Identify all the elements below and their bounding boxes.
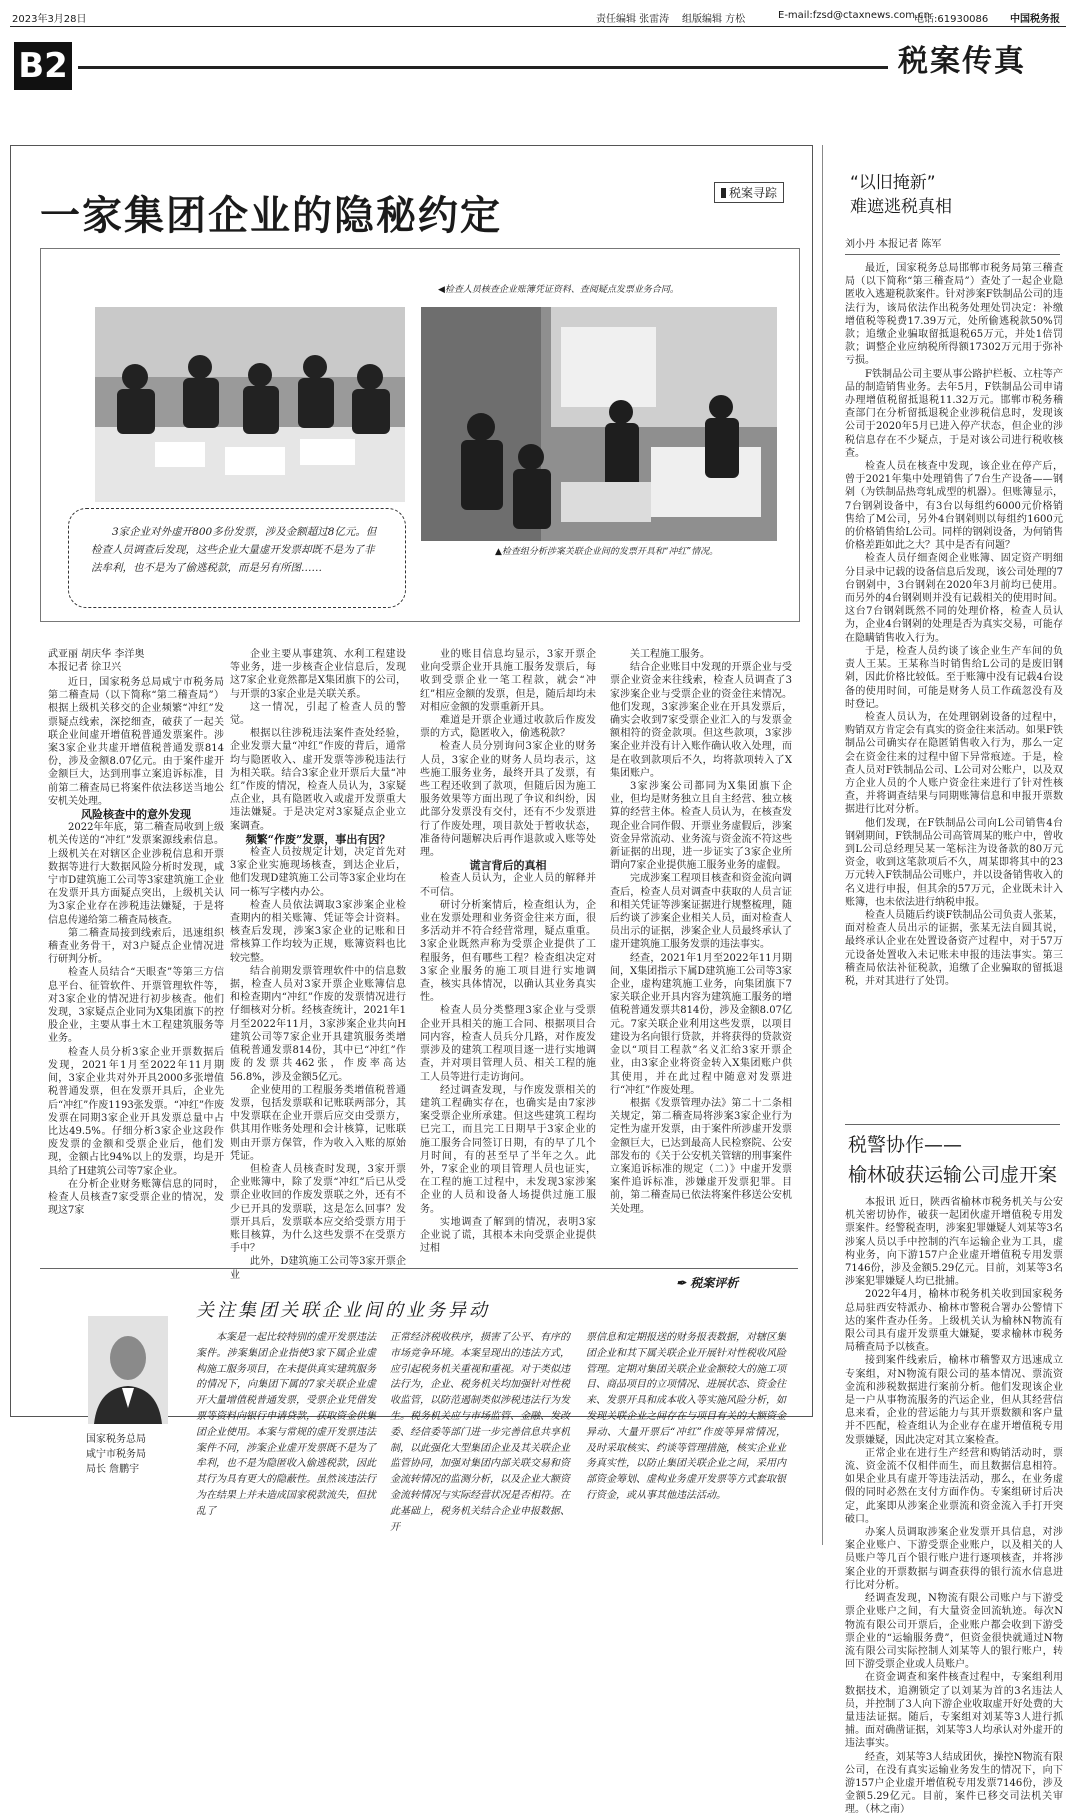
paragraph: 检查人员分别询问3家企业的财务人员，3家企业的财务人员均表示，这些施工服务业务，最终开具了发票，有些工程还收到了款项，但随后因为施工服务效果等方面出现了争议和纠纷，因此部分发票没有交付，还有不少发票进行了作废处理，项目款处于暂收状态，准备待问题解决后再作退款或入账等处理。 [420, 741, 596, 859]
section-subhead: 风险核查中的意外发现 [81, 808, 191, 822]
sidebar-story-1 [845, 262, 1063, 1122]
header-email: E-mail:fzsd@ctaxnews.com.cn [778, 10, 930, 21]
paragraph: 2022年年底，第二稽查局收到上级机关传送的“冲红”发票案源线索信息。上级机关在对辖区企业涉税信息和开票数据等进行大数据风险分析时发现，咸宁市D建筑施工公司等3家建筑施工企业在发票开具方面疑点突出，上级机关认为3家企业存在涉税违法嫌疑，于是将信息传递给第二稽查局核查。 [48, 822, 224, 926]
paragraph: 办案人员调取涉案企业发票开具信息，对涉案企业账户、下游受票企业账户，以及相关的人员账户等几百个银行账户进行逐项核查，并将涉案企业的开票数据与调查获得的银行流水信息进行比对分析。 [845, 1527, 1063, 1591]
paragraph: 研讨分析案情后，检查组认为，企业在发票处理和业务资金往来方面，很多活动并不符合经营常理，疑点重重。3家企业既然声称为受票企业提供了工程服务，但有哪些工程？检查组决定对3家企业服务的施工项目进行实地调查，核实具体情况，以确认其业务真实性。 [420, 899, 596, 1004]
paragraph: 检查人员认为，在处理钢剁设备的过程中，购销双方肯定会有真实的资金往来活动。如果F铁制品公司确实存在隐匿销售收入行为，那么一定会在资金往来的过程中留下异常痕迹。于是，检查人员对F铁制品公司、L公司对公账户，以及双方企业人员的个人账户资金往来进行了针对性核查，并将调查结果与同期账簿信息和申报开票数据进行比对分析。 [845, 711, 1063, 816]
paragraph: 根据以往涉税违法案件查处经验，企业发票大量“冲红”作废的背后，通常均与隐匿收入、虚开发票等涉税违法行为相关联。结合3家企业开票后大量“冲红”作废的情况，检查人员认为，3家疑点企业，具有隐匿收入或虚开发票重大违法嫌疑。于是决定对3家疑点企业立案调查。 [230, 728, 406, 832]
paragraph: 本报讯 近日，陕西省榆林市税务机关与公安机关密切协作，破获一起团伙虚开增值税专用发票案件。经警税查明，涉案犯罪嫌疑人刘某等3名涉案人员以手中控制的汽车运输企业为工具，虚构业务，向下游157户企业虚开增值税专用发票7146份，涉及金额5.29亿元。目前，刘某等3名涉案犯罪嫌疑人均已批捕。 [845, 1197, 1063, 1288]
commentary-column-1 [196, 1330, 376, 1522]
paragraph: 此外，D建筑施工公司等3家开票企业 [230, 1256, 406, 1281]
paragraph: 检查人员分析3家企业开票数据后发现，2021年1月至2022年11月期间，3家企业共对外开具2000多张增值税普通发票，但在发票开具后，企业先后“冲红”作废1193张发票。“冲红”作废发票在同期3家企业开具发票总量中占比达49.5%。仔细分析3家企业这段作废发票的金额和受票企业后，他们发现，金额占比94%以上的发票，均是开具给了H建筑公司等7家企业。 [48, 1046, 224, 1177]
caption-bottom: ▲检查组分析涉案关联企业间的发票开具和“冲红”情况。 [495, 547, 719, 557]
paragraph: 检查人员结合“天眼查”等第三方信息平台、征管软件、开票管理软件等，对3家企业的情况进行初步核查。他们发现，3家疑点企业同为X集团旗下的控股企业，主要从事土木工程建筑服务等业务。 [48, 967, 224, 1045]
commentary-text-3: 票信息和定期报送的财务报表数据，对辖区集团企业和其下属关联企业开展针对性税收风险管理。定期对集团关联企业金额较大的施工项目、商品项目的立项情况、进展状态、资金往来、发票开具和成本收入等实施风险分析，如发现关联企业之间存在与项目有关的大额资金异动、大量开票后“冲红”作废等异常情况，及时采取核实、约谈等管理措施，核实企业业务真实性，以防止集团关联企业之间，采用内部资金筹划、虚构业务虚开发票等方式套取银行资金，或从事其他违法活动。 [586, 1332, 786, 1501]
sidebar-head2-label: 税警协作—— [848, 1134, 963, 1156]
paragraph: 根据《发票管理办法》第二十二条相关规定，第二稽查局将涉案3家企业行为定性为虚开发票，由于案件所涉虚开发票金额巨大，已达到最高人民检察院、公安部发布的《关于公安机关管辖的刑事案件立案追诉标准的规定（二）》中虚开发票案件追诉标准，涉嫌虚开发票犯罪。目前，第二稽查局已依法将案件移送公安机关处理。 [610, 1097, 792, 1215]
section-subhead: 谎言背后的真相 [469, 859, 547, 873]
paragraph: 最近，国家税务总局邯郸市税务局第三稽查局（以下简称“第三稽查局”）查处了一起企业隐匿收入逃避税款案件。针对涉案F铁制品公司的违法行为，该局依法作出税务处理处罚决定：补缴增值税等税费17.39万元，处所偷逃税款50%罚款；追缴企业骗取留抵退税65万元，并处1倍罚款；调整企业应纳税所得额17302万元用于弥补亏损。 [845, 263, 1063, 367]
article-column-2 [230, 648, 406, 1281]
paragraph: 但检查人员核查时发现，3家开票企业账簿中，除了发票“冲红”后已从受票企业收回的作废发票联之外，还有不少已开具的发票联，这是怎么回事？发票开具后，发票联本应交给受票方用于账目核算，为什么这些发票不在受票方手中？ [230, 1163, 406, 1255]
caption-top: ◀检查人员核查企业账簿凭证资料、查阅疑点发票业务合同。 [438, 285, 679, 295]
callout-summary: 3家企业对外虚开800多份发票，涉及金额超过8亿元。但检查人员调查后发现，这些企业大量虚开发票却既不是为了非法牟利，也不是为了偷逃税款，而是另有所图…… [68, 508, 406, 608]
paragraph: 在分析企业财务账簿信息的同时，检查人员核查7家受票企业的情况，发现这7家 [48, 1178, 224, 1217]
article-column-3 [420, 648, 596, 1258]
author-affiliation: 国家税务总局 咸宁市税务局 局长 詹鹏宇 [86, 1434, 146, 1475]
paragraph: 检查人员随后约谈F铁制品公司负责人张某，面对检查人员出示的证据，张某无法自圆其说，最终承认企业在处置设备资产过程中，对于57万元设备处置收入未记账未申报的违法事实。第三稽查局依法补征税款，追缴了企业骗取的留抵退税，并对其进行了处罚。 [845, 909, 1063, 987]
commentary-text-2: 正常经济税收秩序，损害了公平、有序的市场竞争环境。本案呈现出的违法方式，应引起税务机关重视和重视。对于类似违法行为，企业、税务机关均加强针对性税收监管，以防范遏制类似涉税违法行为发生。税务机关应与市场监管、金融、发改委、经信委等部门进一步完善信息共享机制，以此强化大型集团企业及其关联企业监管协同，加强对集团内部关联交易和资金流转情况的监测分析，以及企业大额资金流转情况与实际经营状况是否相符。在此基础上，税务机关结合企业申报数据、开 [390, 1332, 570, 1533]
paragraph: 第二稽查局接到线索后，迅速组织稽查业务骨干，对3户疑点企业情况进行研判分析。 [48, 927, 224, 966]
paragraph: 检查人员按规定计划，决定首先对3家企业实施现场核查，到达企业后，他们发现D建筑施工公司等3家企业均在同一栋写字楼内办公。 [230, 847, 406, 898]
paragraph: 难道是开票企业通过收款后作废发票的方式，隐匿收入，偷逃税款？ [420, 715, 596, 740]
sidebar-byline-rule [845, 254, 1060, 255]
article-tag [714, 182, 784, 203]
paragraph: 经过调查发现，与作废发票相关的建筑工程确实存在，也确实是由7家涉案受票企业所承建。但这些建筑工程均已完工，而且完工日期早于3家企业的施工服务合同签订日期，有的早了几个月时间，有的甚至早了半年之久。此外，7家企业的项目管理人员也证实，在工程的施工过程中，未发现3家涉案企业的人员和设备人场提供过施工服务。 [420, 1084, 596, 1215]
photo-inspectors-checking-records [95, 307, 405, 502]
commentary-title: 关注集团关联企业间的业务异动 [196, 1300, 490, 1321]
tag-label: 税案寻踪 [729, 186, 778, 200]
header-rule [10, 26, 1066, 27]
paragraph: 结合前期发票管理软件中的信息数据，检查人员对3家开票企业账簿信息和检查期内“冲红”作废的发票情况进行仔细核对分析。经核查统计，2021年1月至2022年11月，3家涉案企业共向H建筑公司等7家企业开具建筑服务类增值税普通发票814份，其中已“冲红”作废的发票共462张，作废率高达56.8%，涉及金额5亿元。 [230, 965, 406, 1083]
article-column-1 [48, 676, 224, 1258]
author-portrait [88, 1316, 168, 1424]
section-title: 税案传真 [898, 44, 1026, 79]
paragraph: 这一情况，引起了检查人员的警觉。 [230, 701, 406, 727]
sidebar-story-rule [845, 1124, 1060, 1125]
paragraph: 实地调查了解到的情况，表明3家企业说了谎，其根本未向受票企业提供过相 [420, 1216, 596, 1255]
paragraph: 近日，国家税务总局咸宁市税务局第二稽查局（以下简称“第二稽查局”）根据上级机关移交的企业频繁“冲红”发票疑点线索，深挖细查，破获了一起关联企业间虚开增值税普通发票案件。涉案3家企业共虚开增值税普通发票814份，涉及金额8.07亿元。由于案件虚开金额巨大，达到刑事立案追诉标准，目前第二稽查局已将案件依法移送当地公安机关处理。 [48, 677, 224, 807]
paragraph: 检查人员依法调取3家涉案企业检查期内的相关账簿、凭证等会计资料。核查后发现，涉案3家企业的记账和日常核算工作均较为正规，账簿资料也比较完整。 [230, 899, 406, 964]
paragraph: 业的账目信息均显示，3家开票企业向受票企业开具施工服务发票后，每收到受票企业一笔工程款，就会“冲红”相应金额的发票，但是，随后却均未对相应金额的发票重新开具。 [420, 649, 596, 713]
photo-team-analyzing-invoices [421, 307, 777, 541]
paragraph: 检查人员分类整理3家企业与受票企业开具相关的施工合同、根据项目合同内容，检查人员兵分几路，对作废发票涉及的建筑工程项目逐一进行实地调查，并对项目管理人员、相关工程的施工人员等进行走访询问。 [420, 1005, 596, 1083]
headline: 一家集团企业的隐秘约定 [40, 193, 502, 239]
paragraph: 经查，2021年1月至2022年11月期间，X集团指示下属D建筑施工公司等3家企业，虚构建筑施工业务，向集团旗下7家关联企业开具内容为建筑施工服务的增值税普通发票共814份，涉及金额8.07亿元。7家关联企业利用这些发票，以项目建设为名向银行贷款，并将获得的贷款资金以“项目工程款”名义汇给3家开票企业，由3家企业将资金转入X集团账户供其使用，并在此过程中随意对发票进行“冲红”作废处理。 [610, 952, 792, 1096]
sidebar-byline: 刘小丹 本报记者 陈军 [845, 239, 942, 250]
paragraph: 3家涉案公司都同为X集团旗下企业，但均是财务独立且自主经营、独立核算的经营主体。检查人员认为，在核查发现企业合同作假、开票业务虚假后，涉案资金异常流动、业务流与资金流不符这些新证据的出现，进一步证实了3家企业所谓向7家企业提供施工服务业务的虚假。 [610, 781, 792, 872]
tag-marker-icon [721, 188, 726, 198]
sidebar-head1-line1: “以旧掩新” [850, 173, 936, 193]
paragraph: F铁制品公司主要从事公路护栏板、立柱等产品的制造销售业务。去年5月，F铁制品公司申请办理增值税留抵退税11.32万元。邯郸市税务稽查部门在分析留抵退税企业涉税信息时，发现该公司于2020年5月已进入停产状态，但企业的涉税信息存在不少疑点，于是对该公司进行税收核查。 [845, 368, 1063, 459]
paragraph: 经调查发现，N物流有限公司账户与下游受票企业账户之间，有大量资金回流轨迹。每次N物流有限公司开票后，企业账户都会收到下游受票企业的“运输服务费”，但资金很快就通过N物流有限公司实际控制人刘某等人的银行账户，转回下游受票企业或人员账户。 [845, 1593, 1063, 1671]
paragraph: 经查，刘某等3人结成团伙，操控N物流有限公司，在没有真实运输业务发生的情况下，向下游157户企业虚开增值税专用发票7146份，涉及金额5.29亿元。目前，案件已移交司法机关审理。（林之南） [845, 1751, 1063, 1816]
paragraph: 2022年4月，榆林市税务机关收到国家税务总局驻西安特派办、榆林市警税合署办公警情下达的案件查办任务。上级机关认为榆林N物流有限公司具有虚开发票重大嫌疑，要求榆林市税务局稽查局予以核查。 [845, 1289, 1063, 1354]
article-column-4 [610, 648, 792, 1258]
paragraph: 在资金调查和案件核查过程中，专案组利用数据技术，追溯锁定了以刘某为首的3名违法人员，并控制了3人向下游企业收取虚开好处费的大量违法证据。随后，专案组对刘某等3人进行抓捕。面对确凿证据，刘某等3人均承认对外虚开的违法事实。 [845, 1672, 1063, 1750]
section-rule [78, 66, 888, 69]
paragraph: 于是，检查人员约谈了该企业生产车间的负责人王某。王某称当时销售给L公司的是废旧钢剁，因此价格比较低。至于账簿中没有记载4台设备的使用时间，可能是财务人员工作疏忽没有及时登记。 [845, 645, 1063, 710]
sidebar-head1-line2: 难遮逃税真相 [850, 197, 952, 217]
header-paper-name: 中国税务报 [1010, 14, 1060, 25]
article-byline: 武亚丽 胡庆华 李洋奥 本报记者 徐卫兴 [48, 649, 145, 673]
paragraph: 结合企业账目中发现的开票企业与受票企业资金来往线索，检查人员调查了3家涉案企业与受票企业的资金往来情况。他们发现，3家涉案企业在开具发票后，确实会收到7家受票企业汇入的与发票金额相符的资金款项。但这些款项，3家涉案企业并没有计入账作确认收入处理，而是在收到款项后不久，均将款项转入了X集团账户。 [610, 662, 792, 779]
paragraph: 关工程施工服务。 [630, 649, 710, 660]
pen-icon: ✒ [676, 1276, 687, 1290]
commentary-column-2 [390, 1330, 570, 1533]
commentary-label [676, 1274, 738, 1291]
paragraph: 检查人员在核查中发现，该企业在停产后，曾于2021年集中处理销售了7台生产设备——钢剁（为铁制品热弯轧成型的机器）。但账簿显示，7台钢剁设备中，有3台以每组约6000元价格销售给了M公司，另外4台钢剁则以每组约1600元的价格销售给L公司。同样的钢剁设备，为何销售价格差距如此之大？其中是否有问题？ [845, 461, 1063, 552]
paragraph: 接到案件线索后，榆林市稽警双方迅速成立专案组，对N物流有限公司的基本情况、票流资金流和涉税数据进行案前分析。他们发现该企业是一户从事物流服务的汽运企业，但从其经营信息来看，企业的营运能力与其开票数额和客户量并不匹配，检查组认为企业存在虚开增值税专用发票嫌疑，因此决定对其立案检查。 [845, 1355, 1063, 1446]
header-layout-editor: 组版编辑 方松 [682, 14, 746, 25]
commentary-rule [40, 1268, 798, 1269]
header-editor: 责任编辑 张雷涛 [596, 14, 670, 25]
section-subhead: 频繁“作废”发票，事出有因？ [245, 832, 391, 846]
paragraph: 企业主要从事建筑、水利工程建设等业务，进一步核查企业信息后，发现这7家企业竟然都是X集团旗下的公司，与开票的3家企业是关联关系。 [230, 649, 406, 700]
commentary-column-3 [586, 1330, 786, 1522]
page-number: B2 [14, 42, 72, 90]
paragraph: 他们发现，在F铁制品公司向L公司销售4台钢剁期间，F铁制品公司高管周某的账户中，曾收到L公司总经理吴某一笔标注为设备款的80万元资金，收到这笔款项后不久，周某即将其中的23万元转入F铁制品公司账户，并以设备销售收入的名义进行申报，但其余的57万元，企业既未计入账簿，也未依法进行纳税申报。 [845, 817, 1063, 908]
paragraph: 完成涉案工程项目核查和资金流向调查后，检查人员对调查中获取的人员言证和相关凭证等涉案证据进行规整梳理，随后约谈了涉案企业相关人员，面对检查人员出示的证据，涉案企业人员最终承认了虚开建筑施工服务发票的违法事实。 [610, 873, 792, 951]
sidebar-head2: 榆林破获运输公司虚开案 [848, 1164, 1058, 1186]
commentary-label-text: 税案评析 [690, 1276, 739, 1290]
paragraph: 检查人员仔细查阅企业账簿、固定资产明细分目录中记载的设备信息后发现，该公司处理的7台钢剁中，3台钢剁在2020年3月前均已使用。而另外的4台钢剁则并没有记载相关的使用时间。这台7台钢剁既然不同的处理价格，检查人员认为，企业4台钢剁的处理是否为真实交易，可能存在隐瞒销售收入行为。 [845, 553, 1063, 644]
header-date: 2023年3月28日 [12, 14, 87, 25]
paragraph: 正常企业在进行生产经营和购销活动时，票流、资金流不仅相伴而生，而且数据信息相符。如果企业具有虚开等违法活动，那么，在业务虚假的同时必然在支付方面作伪。专案组研讨后决定，此案即从涉案企业票流和资金流入手打开突破口。 [845, 1447, 1063, 1525]
paragraph: 企业使用的工程服务类增值税普通发票，包括发票联和记账联两部分，其中发票联在企业开票后应交由受票方，供其用作账务处理和会计核算，记账联则由开票方保管，作为收入入账的原始凭证。 [230, 1084, 406, 1162]
sidebar-divider [822, 145, 823, 1545]
header-phone: 电话:61930086 [914, 14, 989, 25]
paragraph: 检查人员认为，企业人员的解释并不可信。 [420, 873, 596, 898]
commentary-text-1: 本案是一起比较特别的虚开发票违法案件。涉案集团企业指使3家下属企业虚构施工服务项目，在未提供真实建筑服务的情况下，向集团下属的7家关联企业虚开大量增值税普通发票，受票企业凭借发票等资料向银行申请贷款，获取资金供集团企业使用。本案与常规的虚开发票违法案件不同，涉案企业虚开发票既不是为了牟利，也不是为隐匿收入偷逃税款，因此其行为具有更大的隐蔽性。虽然该违法行为在结果上并未造成国家税款流失，但扰乱了 [196, 1332, 376, 1517]
sidebar-story-2 [845, 1196, 1063, 1816]
